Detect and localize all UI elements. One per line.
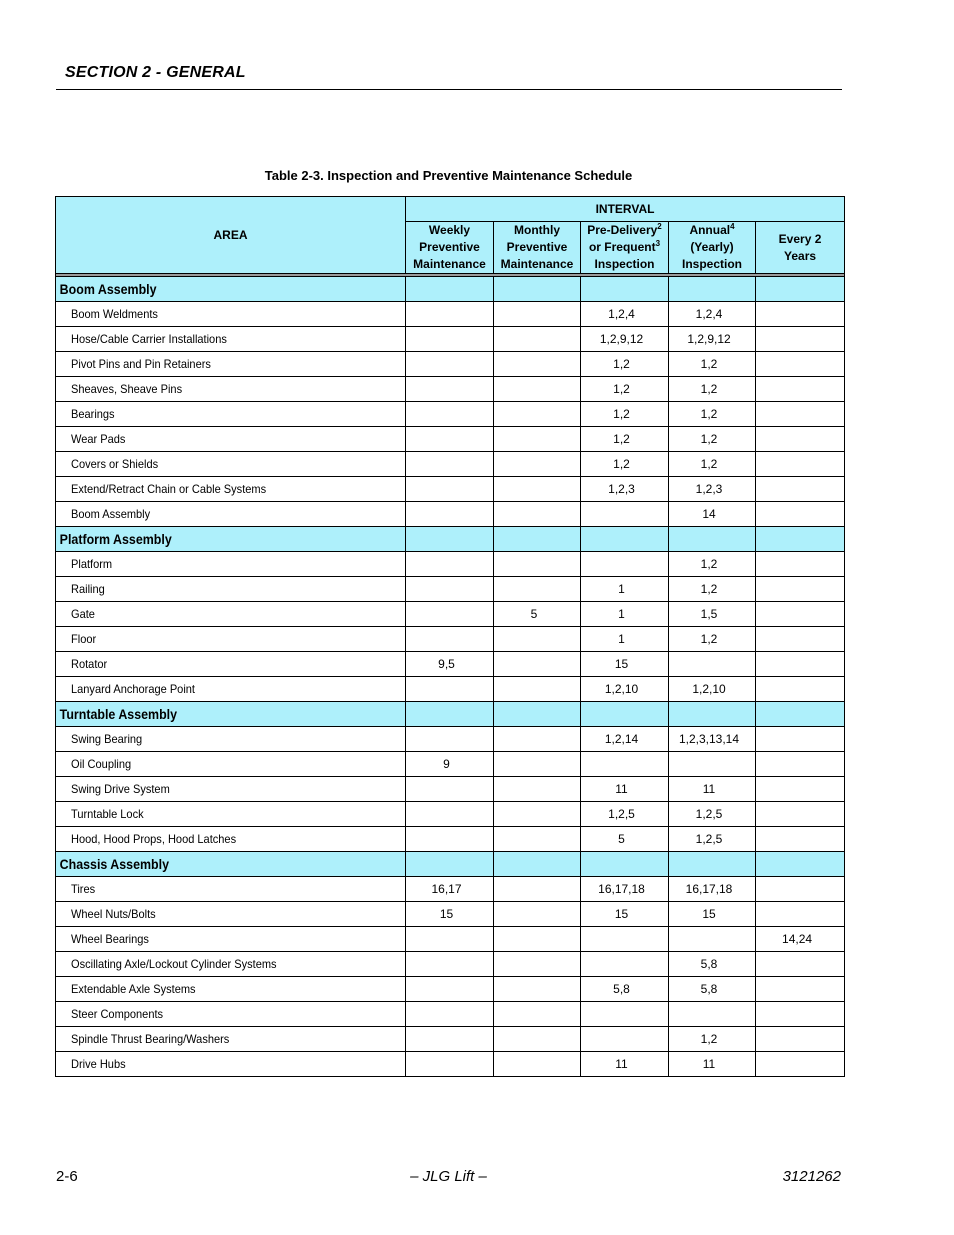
table-row <box>56 777 845 802</box>
interval-cell <box>756 802 845 827</box>
interval-cell: 1,2 <box>581 452 669 477</box>
interval-cell <box>581 752 669 777</box>
row-label-cell <box>56 627 406 652</box>
table-title: Table 2-3. Inspection and Preventive Maintenance Schedule <box>264 168 633 183</box>
table-row <box>56 452 845 477</box>
section-empty-cell <box>494 852 581 877</box>
interval-cell: 9,5 <box>406 652 494 677</box>
row-label: Wheel Bearings <box>71 932 149 946</box>
table-row <box>56 677 845 702</box>
interval-cell <box>494 427 581 452</box>
interval-cell: 1,2,5 <box>581 802 669 827</box>
interval-cell <box>406 1052 494 1077</box>
interval-cell: 1,2 <box>669 377 756 402</box>
row-label: Railing <box>71 582 105 596</box>
interval-cell <box>756 577 845 602</box>
interval-cell <box>494 777 581 802</box>
interval-cell <box>756 652 845 677</box>
section-empty-cell <box>406 702 494 727</box>
section-label-cell <box>56 702 406 727</box>
row-label-cell <box>56 352 406 377</box>
interval-cell: 1,2 <box>581 427 669 452</box>
table-row <box>56 402 845 427</box>
section-label: Chassis Assembly <box>59 856 169 872</box>
interval-cell: 9 <box>406 752 494 777</box>
row-label: Swing Drive System <box>71 782 170 796</box>
interval-cell <box>406 502 494 527</box>
interval-cell <box>756 677 845 702</box>
interval-cell: 14,24 <box>756 927 845 952</box>
interval-cell <box>494 952 581 977</box>
col-monthly-header: Monthly Preventive Maintenance <box>494 222 581 274</box>
interval-cell: 1,2,14 <box>581 727 669 752</box>
row-label-cell <box>56 677 406 702</box>
interval-cell <box>581 927 669 952</box>
interval-cell <box>494 902 581 927</box>
interval-cell <box>756 1052 845 1077</box>
interval-cell <box>756 602 845 627</box>
table-row <box>56 502 845 527</box>
header-rule <box>56 89 842 90</box>
table-row <box>56 552 845 577</box>
interval-cell <box>494 1027 581 1052</box>
interval-cell <box>406 602 494 627</box>
row-label: Lanyard Anchorage Point <box>71 682 195 696</box>
row-label-cell <box>56 477 406 502</box>
row-label: Sheaves, Sheave Pins <box>71 382 183 396</box>
row-label: Bearings <box>71 407 115 421</box>
interval-cell <box>581 952 669 977</box>
interval-cell <box>756 327 845 352</box>
section-label: Boom Assembly <box>59 281 157 297</box>
section-empty-cell <box>406 852 494 877</box>
interval-cell: 1,2,10 <box>581 677 669 702</box>
section-row <box>56 527 845 552</box>
row-label-cell <box>56 752 406 777</box>
interval-cell <box>494 552 581 577</box>
row-label-cell <box>56 977 406 1002</box>
interval-cell <box>756 302 845 327</box>
interval-cell: 1,2,4 <box>581 302 669 327</box>
interval-cell <box>406 927 494 952</box>
section-label-cell <box>56 852 406 877</box>
interval-cell: 16,17,18 <box>581 877 669 902</box>
interval-cell <box>756 377 845 402</box>
section-empty-cell <box>669 702 756 727</box>
section-empty-cell <box>669 852 756 877</box>
section-empty-cell <box>581 852 669 877</box>
interval-cell <box>494 352 581 377</box>
interval-cell <box>581 1027 669 1052</box>
table-row <box>56 652 845 677</box>
row-label: Steer Components <box>71 1007 164 1021</box>
section-empty-cell <box>669 277 756 302</box>
interval-cell: 1,2,3 <box>581 477 669 502</box>
section-row <box>56 277 845 302</box>
interval-cell <box>581 502 669 527</box>
interval-cell <box>494 652 581 677</box>
interval-cell: 1,2,4 <box>669 302 756 327</box>
interval-cell <box>494 877 581 902</box>
table-row <box>56 952 845 977</box>
interval-cell: 1,2,3 <box>669 477 756 502</box>
table-row <box>56 927 845 952</box>
row-label: Oscillating Axle/Lockout Cylinder Systems <box>71 957 277 971</box>
interval-cell <box>494 1002 581 1027</box>
row-label: Platform <box>71 557 113 571</box>
row-label: Wear Pads <box>71 432 126 446</box>
interval-cell <box>406 352 494 377</box>
interval-cell: 1,2,10 <box>669 677 756 702</box>
interval-cell: 1,2 <box>581 352 669 377</box>
col-weekly-header: Weekly Preventive Maintenance <box>406 222 494 274</box>
interval-cell <box>494 452 581 477</box>
section-empty-cell <box>494 277 581 302</box>
area-header: AREA <box>56 197 406 274</box>
interval-cell: 5 <box>581 827 669 852</box>
row-label-cell <box>56 327 406 352</box>
interval-cell <box>756 452 845 477</box>
table-row <box>56 577 845 602</box>
row-label-cell <box>56 877 406 902</box>
section-row <box>56 852 845 877</box>
row-label: Extendable Axle Systems <box>71 982 196 996</box>
row-label: Floor <box>71 632 97 646</box>
row-label: Oil Coupling <box>71 757 132 771</box>
interval-cell <box>669 752 756 777</box>
interval-cell <box>406 1027 494 1052</box>
row-label-cell <box>56 377 406 402</box>
row-label-cell <box>56 602 406 627</box>
interval-cell: 16,17,18 <box>669 877 756 902</box>
table-row <box>56 427 845 452</box>
section-title: SECTION 2 - GENERAL <box>65 64 246 81</box>
section-empty-cell <box>581 527 669 552</box>
col-predelivery-header: Pre-Delivery$^2$ or Frequent$^3$ Inspection <box>581 222 669 274</box>
section-empty-cell <box>494 702 581 727</box>
table-row <box>56 752 845 777</box>
interval-cell <box>669 652 756 677</box>
interval-cell <box>406 427 494 452</box>
row-label: Turntable Lock <box>71 807 144 821</box>
interval-cell <box>406 777 494 802</box>
interval-cell <box>406 402 494 427</box>
interval-cell <box>406 977 494 1002</box>
interval-cell: 15 <box>669 902 756 927</box>
interval-cell: 15 <box>581 652 669 677</box>
row-label-cell <box>56 502 406 527</box>
table-row <box>56 727 845 752</box>
interval-cell <box>406 327 494 352</box>
interval-cell: 1,2 <box>581 377 669 402</box>
row-label: Boom Assembly <box>71 507 151 521</box>
row-label: Pivot Pins and Pin Retainers <box>71 357 211 371</box>
row-label-cell <box>56 777 406 802</box>
interval-cell <box>494 577 581 602</box>
interval-cell: 15 <box>581 902 669 927</box>
interval-cell: 11 <box>669 1052 756 1077</box>
interval-cell <box>494 627 581 652</box>
section-empty-cell <box>756 852 845 877</box>
interval-cell: 5,8 <box>669 952 756 977</box>
interval-cell <box>494 377 581 402</box>
interval-cell <box>406 302 494 327</box>
interval-cell <box>756 627 845 652</box>
interval-cell <box>669 1002 756 1027</box>
col-every-2-years-header: Every 2 Years <box>756 222 845 274</box>
interval-cell: 1,2 <box>669 452 756 477</box>
section-empty-cell <box>494 527 581 552</box>
interval-cell <box>756 952 845 977</box>
interval-cell: 1,2,9,12 <box>581 327 669 352</box>
row-label: Spindle Thrust Bearing/Washers <box>71 1032 230 1046</box>
row-label: Swing Bearing <box>71 732 143 746</box>
interval-cell: 1,2,3,13,14 <box>669 727 756 752</box>
row-label: Gate <box>71 607 95 621</box>
interval-cell: 1,2 <box>669 1027 756 1052</box>
interval-cell <box>669 927 756 952</box>
interval-cell: 11 <box>669 777 756 802</box>
interval-cell <box>756 1027 845 1052</box>
interval-cell: 1,2,9,12 <box>669 327 756 352</box>
section-empty-cell <box>581 277 669 302</box>
section-empty-cell <box>406 277 494 302</box>
interval-cell: 14 <box>669 502 756 527</box>
interval-cell <box>494 327 581 352</box>
table-row <box>56 977 845 1002</box>
interval-cell <box>494 752 581 777</box>
interval-cell: 1,2 <box>669 627 756 652</box>
interval-cell <box>406 577 494 602</box>
section-empty-cell <box>581 702 669 727</box>
interval-cell <box>756 777 845 802</box>
interval-cell <box>756 427 845 452</box>
interval-cell <box>756 502 845 527</box>
interval-cell: 5 <box>494 602 581 627</box>
table-body <box>56 274 845 1077</box>
section-row <box>56 702 845 727</box>
row-label: Covers or Shields <box>71 457 159 471</box>
page-number: 2-6 <box>56 1168 78 1185</box>
table-row <box>56 602 845 627</box>
section-empty-cell <box>756 527 845 552</box>
interval-cell <box>406 627 494 652</box>
document-number: 3121262 <box>782 1168 841 1185</box>
interval-header: INTERVAL <box>406 197 845 222</box>
interval-cell <box>581 552 669 577</box>
maintenance-schedule-table <box>55 196 845 1077</box>
interval-cell: 5,8 <box>581 977 669 1002</box>
interval-cell <box>494 977 581 1002</box>
section-empty-cell <box>756 702 845 727</box>
table-row <box>56 877 845 902</box>
interval-cell: 5,8 <box>669 977 756 1002</box>
section-label-cell <box>56 527 406 552</box>
row-label-cell <box>56 727 406 752</box>
table-row <box>56 477 845 502</box>
interval-cell: 11 <box>581 777 669 802</box>
table-row <box>56 902 845 927</box>
interval-cell <box>494 802 581 827</box>
row-label: Hose/Cable Carrier Installations <box>71 332 227 346</box>
interval-cell: 1,2 <box>669 427 756 452</box>
row-label-cell <box>56 827 406 852</box>
interval-cell <box>756 727 845 752</box>
interval-cell <box>406 727 494 752</box>
row-label: Hood, Hood Props, Hood Latches <box>71 832 237 846</box>
interval-cell <box>494 477 581 502</box>
row-label-cell <box>56 927 406 952</box>
section-label: Platform Assembly <box>59 531 172 547</box>
interval-cell <box>406 827 494 852</box>
interval-cell <box>406 377 494 402</box>
table-row <box>56 627 845 652</box>
interval-cell <box>494 727 581 752</box>
section-label: Turntable Assembly <box>59 706 178 722</box>
table-row <box>56 327 845 352</box>
interval-cell: 1,2,5 <box>669 802 756 827</box>
interval-cell <box>756 402 845 427</box>
interval-cell <box>756 752 845 777</box>
interval-cell <box>494 402 581 427</box>
row-label: Rotator <box>71 657 108 671</box>
col-annual-header: Annual$^4$ (Yearly) Inspection <box>669 222 756 274</box>
interval-cell: 1 <box>581 627 669 652</box>
interval-cell: 16,17 <box>406 877 494 902</box>
interval-cell: 11 <box>581 1052 669 1077</box>
row-label-cell <box>56 427 406 452</box>
table-row <box>56 1027 845 1052</box>
interval-cell <box>406 952 494 977</box>
row-label-cell <box>56 652 406 677</box>
section-empty-cell <box>406 527 494 552</box>
row-label-cell <box>56 952 406 977</box>
interval-cell: 1 <box>581 577 669 602</box>
row-label: Wheel Nuts/Bolts <box>71 907 156 921</box>
interval-cell <box>494 827 581 852</box>
interval-cell <box>756 827 845 852</box>
interval-cell: 15 <box>406 902 494 927</box>
table-row <box>56 302 845 327</box>
interval-cell: 1,5 <box>669 602 756 627</box>
section-empty-cell <box>669 527 756 552</box>
table-row <box>56 1052 845 1077</box>
row-label: Tires <box>71 882 96 896</box>
table-row <box>56 827 845 852</box>
interval-cell <box>494 502 581 527</box>
interval-cell: 1,2 <box>669 402 756 427</box>
row-label-cell <box>56 552 406 577</box>
section-label-cell <box>56 277 406 302</box>
interval-cell <box>494 1052 581 1077</box>
interval-cell <box>406 802 494 827</box>
row-label-cell <box>56 1027 406 1052</box>
interval-cell <box>756 977 845 1002</box>
interval-cell <box>406 477 494 502</box>
row-label-cell <box>56 452 406 477</box>
footer-brand: – JLG Lift – <box>410 1168 487 1185</box>
interval-cell <box>494 927 581 952</box>
interval-cell <box>581 1002 669 1027</box>
row-label-cell <box>56 902 406 927</box>
interval-cell <box>756 877 845 902</box>
table-row <box>56 802 845 827</box>
table-row <box>56 352 845 377</box>
interval-cell <box>756 552 845 577</box>
interval-cell: 1,2,5 <box>669 827 756 852</box>
interval-cell: 1,2 <box>581 402 669 427</box>
row-label-cell <box>56 802 406 827</box>
row-label-cell <box>56 402 406 427</box>
interval-cell <box>494 302 581 327</box>
section-empty-cell <box>756 277 845 302</box>
interval-cell <box>756 477 845 502</box>
interval-cell <box>406 452 494 477</box>
interval-cell <box>406 677 494 702</box>
row-label: Boom Weldments <box>71 307 158 321</box>
interval-cell: 1,2 <box>669 552 756 577</box>
row-label: Drive Hubs <box>71 1057 126 1071</box>
interval-cell <box>756 1002 845 1027</box>
row-label-cell <box>56 1052 406 1077</box>
interval-cell <box>406 552 494 577</box>
interval-cell: 1 <box>581 602 669 627</box>
row-label-cell <box>56 1002 406 1027</box>
interval-cell: 1,2 <box>669 352 756 377</box>
interval-cell: 1,2 <box>669 577 756 602</box>
interval-cell <box>494 677 581 702</box>
interval-cell <box>756 902 845 927</box>
table-row <box>56 377 845 402</box>
row-label-cell <box>56 577 406 602</box>
row-label: Extend/Retract Chain or Cable Systems <box>71 482 267 496</box>
interval-cell <box>756 352 845 377</box>
interval-cell <box>406 1002 494 1027</box>
table-row <box>56 1002 845 1027</box>
row-label-cell <box>56 302 406 327</box>
